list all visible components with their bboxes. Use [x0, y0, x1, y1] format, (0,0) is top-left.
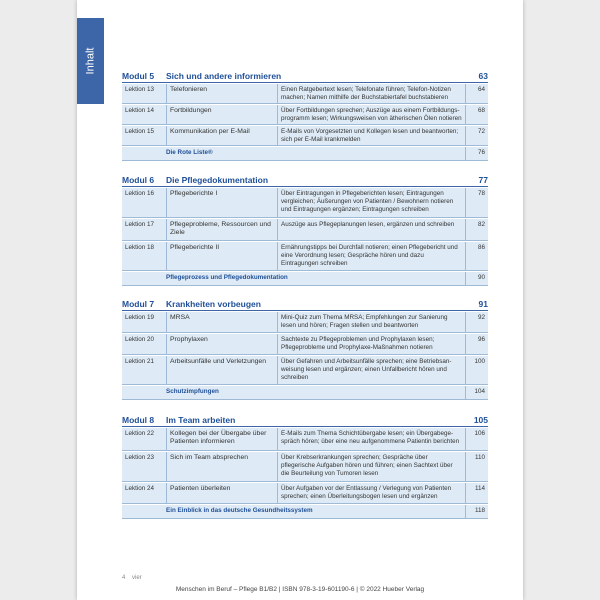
lesson-row: [122, 126, 488, 146]
publisher-footer: Menschen im Beruf – Pflege B1/B2 | ISBN 978-3-19-601190-6 | © 2022 Hueber Verlag: [175, 586, 425, 593]
extra-title: Pflegeprozess und Pflegedokumentation: [122, 272, 466, 285]
lesson-page: 96: [477, 336, 485, 343]
lesson-description: Über Krebserkrankungen sprechen; Gespräche über pflegerische Aufgaben hören und führen; einen Sachtext über die Beurteilung von Tumoren lesen: [278, 452, 466, 481]
lesson-description: Über Eintragungen in Pflegeberichten lesen; Eintragungen vergleichen; Äußerungen von Patienten / Bewohnern notieren und Eintragungen ergänzen; Eintragungen schreiben: [278, 188, 466, 217]
lesson-number: Lektion 17: [122, 219, 167, 240]
lesson-description: E-Mails von Vorgesetzten und Kollegen lesen und beantworten; sich per E-Mail krankmelden: [278, 126, 466, 145]
lesson-description: Auszüge aus Pflegeplanungen lesen, ergänzen und schreiben: [278, 219, 466, 240]
lesson-page: 86: [477, 244, 485, 251]
lesson-title: Kollegen bei der Übergabe über Patienten informieren: [167, 428, 278, 450]
module-5: [122, 68, 488, 161]
page-number: [122, 575, 142, 581]
module-page: 105: [473, 415, 488, 425]
lesson-page: 92: [477, 314, 485, 321]
lesson-row: [122, 242, 488, 271]
lesson-page: 72: [477, 128, 485, 135]
lesson-description: Ernährungstipps bei Durchfall notieren; einen Pflegebericht und eine Verordnung lesen; Gespräche hören und dazu Eintragungen schreiben: [278, 242, 466, 270]
lesson-number: Lektion 18: [122, 242, 167, 270]
module-page: 91: [478, 299, 488, 309]
module-number: Modul 8: [122, 415, 155, 425]
lesson-page: 106: [474, 430, 485, 437]
lesson-page: 78: [477, 190, 485, 197]
extra-title: Ein Einblick in das deutsche Gesundheitssystem: [122, 505, 466, 518]
lesson-title: Pflegeprobleme, Ressourcen und Ziele: [167, 219, 278, 240]
module-7: [122, 296, 488, 400]
lesson-title: Fortbildungen: [167, 105, 278, 124]
extra-row: [122, 147, 488, 161]
page-number-word: vier: [132, 575, 142, 581]
extra-title: Schutzimpfungen: [122, 386, 466, 399]
lesson-number: Lektion 24: [122, 483, 167, 503]
lesson-description: Sachtexte zu Pflegeproblemen und Prophylaxen lesen; Pflegeprobleme und Prophylaxe-Maßnahmen notieren: [278, 334, 466, 354]
lesson-title: Arbeitsunfälle und Verletzungen: [167, 356, 278, 384]
lesson-page: 100: [474, 358, 485, 365]
lesson-title: Telefonieren: [167, 84, 278, 103]
lesson-description: Über Fortbildungen sprechen; Auszüge aus einem Fortbildungs-programm lesen; Wirkungsweisen von ätherischen Ölen notieren: [278, 105, 466, 124]
lesson-page: 64: [477, 86, 485, 93]
lesson-title: Prophylaxen: [167, 334, 278, 354]
lesson-number: Lektion 14: [122, 105, 167, 124]
module-number: Modul 6: [122, 175, 155, 185]
module-title: Im Team arbeiten: [166, 415, 236, 425]
lesson-number: Lektion 19: [122, 312, 167, 332]
lesson-title: MRSA: [167, 312, 278, 332]
lesson-number: Lektion 23: [122, 452, 167, 481]
module-header: [122, 412, 488, 427]
extra-title: Die Rote Liste®: [122, 147, 466, 160]
lesson-page: 68: [477, 107, 485, 114]
lesson-description: Über Gefahren und Arbeitsunfälle sprechen; eine Betriebsan-weisung lesen und ergänzen; einen Unfallbericht hören und schreiben: [278, 356, 466, 384]
lesson-number: Lektion 16: [122, 188, 167, 217]
lesson-title: Kommunikation per E-Mail: [167, 126, 278, 145]
lesson-description: Über Aufgaben vor der Entlassung / Verlegung von Patienten sprechen; einen Überleitungsbogen lesen und ergänzen: [278, 483, 466, 503]
lesson-number: Lektion 21: [122, 356, 167, 384]
lesson-row: [122, 452, 488, 482]
lesson-title: Patienten überleiten: [167, 483, 278, 503]
page-number-digit: 4: [122, 575, 126, 581]
lesson-title: Pflegeberichte I: [167, 188, 278, 217]
extra-page: 118: [474, 507, 485, 514]
extra-row: [122, 505, 488, 519]
lesson-row: [122, 483, 488, 504]
lesson-page: 114: [474, 485, 485, 492]
module-number: Modul 5: [122, 71, 155, 81]
lesson-row: [122, 188, 488, 218]
lesson-description: E-Mails zum Thema Schichtübergabe lesen; ein Übergabege-spräch hören; über eine neu aufgenommene Patientin berichten: [278, 428, 466, 450]
extra-row: [122, 386, 488, 400]
module-header: [122, 68, 488, 83]
extra-page: 104: [474, 388, 485, 395]
lesson-page: 110: [474, 454, 485, 461]
lesson-row: [122, 312, 488, 333]
side-tab: [77, 18, 104, 104]
module-number: Modul 7: [122, 299, 155, 309]
lesson-number: Lektion 20: [122, 334, 167, 354]
lesson-row: [122, 84, 488, 104]
lesson-page: 82: [477, 221, 485, 228]
lesson-description: Mini-Quiz zum Thema MRSA; Empfehlungen zur Sanierung lesen und hören; Fragen stellen und beantworten: [278, 312, 466, 332]
extra-row: [122, 272, 488, 286]
lesson-row: [122, 356, 488, 385]
lesson-number: Lektion 15: [122, 126, 167, 145]
extra-page: 76: [477, 149, 485, 156]
module-8: [122, 412, 488, 519]
lesson-row: [122, 334, 488, 355]
module-header: [122, 172, 488, 187]
extra-page: 90: [477, 274, 485, 281]
lesson-row: [122, 219, 488, 241]
lesson-row: [122, 428, 488, 451]
side-tab-label: Inhalt: [84, 47, 97, 75]
module-title: Krankheiten vorbeugen: [166, 299, 261, 309]
module-page: 63: [478, 71, 488, 81]
lesson-number: Lektion 13: [122, 84, 167, 103]
module-title: Sich und andere informieren: [166, 71, 282, 81]
lesson-title: Pflegeberichte II: [167, 242, 278, 270]
module-title: Die Pflegedokumentation: [166, 175, 269, 185]
module-page: 77: [478, 175, 488, 185]
module-header: [122, 296, 488, 311]
lesson-number: Lektion 22: [122, 428, 167, 450]
module-6: [122, 172, 488, 286]
lesson-row: [122, 105, 488, 125]
lesson-description: Einen Ratgebertext lesen; Telefonate führen; Telefon-Notizen machen; Namen mithilfe der Buchstabiertafel buchstabieren: [278, 84, 466, 103]
lesson-title: Sich im Team absprechen: [167, 452, 278, 481]
